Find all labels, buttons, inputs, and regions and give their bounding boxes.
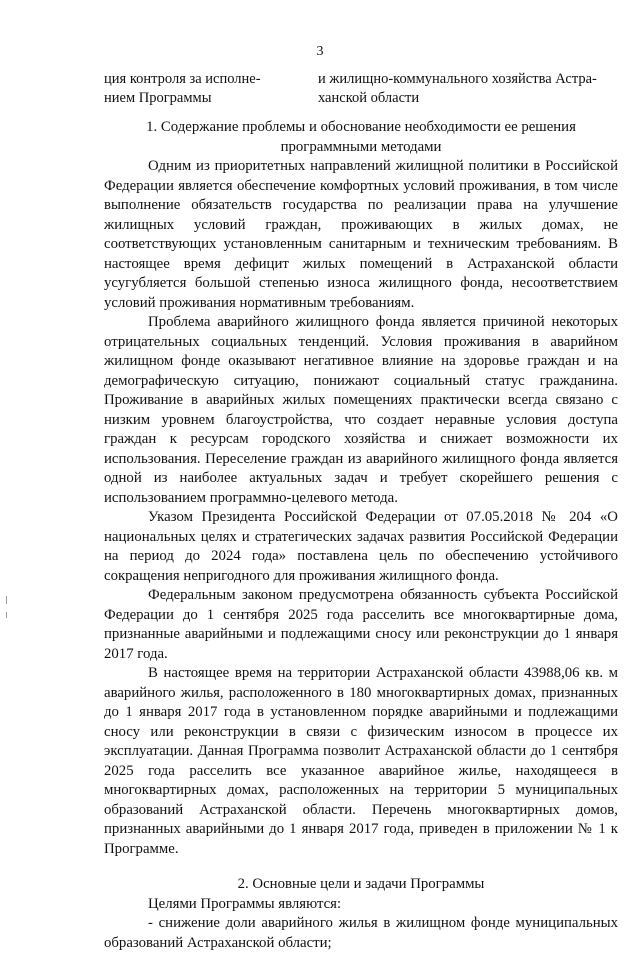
paragraph: Одним из приоритетных направлений жилищной политики в Российской Федерации является обеспечение комфортных условий проживания, в том числе выполнение обязательств государства по реализации права на улучшение жилищных условий граждан, проживающих в жилых домах, не соответствующих установленным санитарным и техническим требованиям. В настоящее время дефицит жилых помещений в Астраханской области усугубляется большой степенью износа жилищного фонда, несоответствием условий проживания нормативным требованиям. <box>104 158 618 311</box>
section-1-heading: 1. Содержание проблемы и обоснование необходимости ее решения программными методами <box>146 119 576 155</box>
paragraph: Федеральным законом предусмотрена обязанность субъекта Российской Федерации до 1 сентября 2025 года расселить все многоквартирные дома, признанные аварийными и подлежащими сносу или реконструкции до 1 января 2017 года. <box>104 587 618 662</box>
scan-margin-mark <box>6 612 7 618</box>
page-number: 3 <box>316 44 324 59</box>
header-right-text: и жилищно-коммунального хозяйства Астра- ханской области <box>318 71 597 106</box>
section-gap <box>104 859 618 875</box>
document-body <box>104 118 618 953</box>
header-left-text: ция контроля за исполне- нием Программы <box>104 71 261 106</box>
paragraph: Указом Президента Российской Федерации от 07.05.2018 № 204 «О национальных целях и стратегических задачах развития Российской Федерации на период до 2024 года» поставлена цель по обеспечению устойчивого сокращения непригодного для проживания жилищного фонда. <box>104 509 618 584</box>
paragraph: Проблема аварийного жилищного фонда является причиной некоторых отрицательных социальных тенденций. Условия проживания в аварийном жилищном фонде оказывают негативное влияние на здоровье граждан и на демографическую ситуацию, понижают социальный статус гражданина. Проживание в аварийных жилых помещениях практически всегда связано с низким уровнем благоустройства, что создает неравные условия доступа граждан к ресурсам городского хозяйства и снижает возможности их использования. Переселение граждан из аварийного жилищного фонда является одной из наиболее актуальных задач и требует скорейшего решения с использованием программно-целевого метода. <box>104 314 618 506</box>
paragraph: В настоящее время на территории Астраханской области 43988,06 кв. м аварийного жилья, расположенного в 180 многоквартирных домах, признанных до 1 января 2017 года в установленном порядке аварийными и подлежащими сносу или реконструкции в связи с физическим износом в процессе их эксплуатации. Данная Программа позволит Астраханской области до 1 сентября 2025 года расселить все указанное аварийное жилье, находящееся в многоквартирных домах, расположенных на территории 5 муниципальных образований Астраханской области. Перечень многоквартирных домов, признанных аварийными до 1 января 2017 года, приведен в приложении № 1 к Программе. <box>104 665 618 857</box>
paragraph: - снижение доли аварийного жилья в жилищном фонде муниципальных образований Астраханской области; <box>104 915 618 951</box>
paragraph: Целями Программы являются: <box>148 895 342 912</box>
scan-margin-mark <box>6 596 7 604</box>
section-2-heading: 2. Основные цели и задачи Программы <box>237 876 485 892</box>
